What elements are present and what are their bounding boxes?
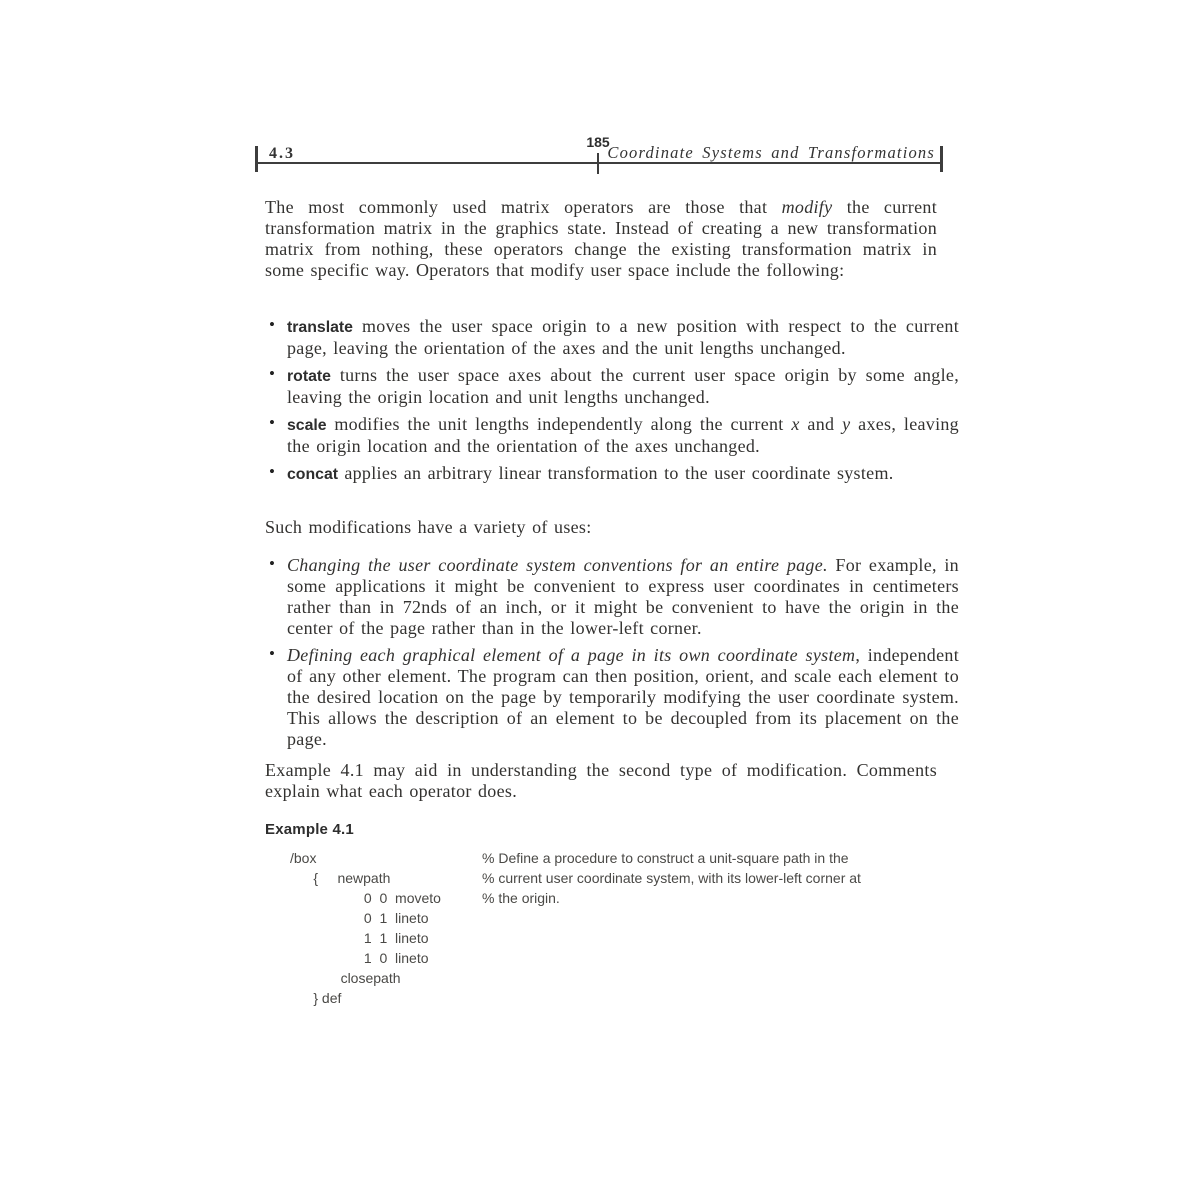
code-line bbox=[290, 848, 962, 868]
bullet-text: Changing the user coordinate system conventions for an entire page. For example, in some applications it might be convenient to express user coordinates in centimeters rather than in 72nds of an inch, or it might be convenient to have the origin in the center of the page rather than in the lower-left corner. bbox=[287, 555, 959, 638]
bullet-marker: • bbox=[269, 315, 276, 334]
header-tick-right bbox=[940, 146, 943, 172]
page-number: 185 bbox=[586, 134, 610, 150]
bullet-text: Defining each graphical element of a page in its own coordinate system, independent of any other element. The program can then position, orient, and scale each element to the desired location on the page by temporarily modifying the user coordinate system. This allows the description of an element to be decoupled from its placement on the page. bbox=[287, 645, 959, 749]
bullet-marker: • bbox=[269, 644, 276, 663]
code-comment: % current user coordinate system, with its lower-left corner at bbox=[482, 870, 861, 886]
example-heading: Example 4.1 bbox=[265, 821, 354, 838]
header-tick-left bbox=[255, 146, 258, 172]
code-text: /box bbox=[290, 850, 317, 866]
intro-paragraph: The most commonly used matrix operators are those that modify the current transformation matrix in the graphics state. Instead of creating a new transformation matrix from nothing, these operators change the existing transformation matrix in some specific way. Operators that modify user space include the following: bbox=[265, 197, 937, 280]
uses-intro-paragraph: Such modifications have a variety of uses: bbox=[265, 517, 592, 537]
bullet-item-translate bbox=[265, 316, 959, 359]
code-line bbox=[290, 888, 962, 908]
bullet-text: concat applies an arbitrary linear transformation to the user coordinate system. bbox=[287, 463, 894, 483]
bullet-marker: • bbox=[269, 554, 276, 573]
code-line bbox=[290, 868, 962, 888]
bullet-item-concat bbox=[265, 463, 959, 485]
bullet-text: translate moves the user space origin to a new position with respect to the current page, leaving the orientation of the axes and the unit lengths unchanged. bbox=[287, 316, 959, 358]
code-text: 0 1 lineto bbox=[290, 910, 429, 926]
code-comment: % Define a procedure to construct a unit-square path in the bbox=[482, 850, 849, 866]
bullet-marker: • bbox=[269, 413, 276, 432]
code-comment: % the origin. bbox=[482, 890, 560, 906]
header-tick-center bbox=[597, 153, 599, 174]
bullet-item-scale bbox=[265, 414, 959, 457]
section-number: 4.3 bbox=[269, 145, 295, 162]
code-text: closepath bbox=[290, 970, 401, 986]
code-text: 0 0 moveto bbox=[290, 890, 441, 906]
code-line bbox=[290, 968, 962, 988]
bullet-marker: • bbox=[269, 462, 276, 481]
code-line bbox=[290, 988, 962, 1008]
bullet-text: scale modifies the unit lengths independently along the current x and y axes, leaving the origin location and the orientation of the axes unchanged. bbox=[287, 414, 959, 456]
bullet-text: rotate turns the user space axes about the current user space origin by some angle, leaving the origin location and unit lengths unchanged. bbox=[287, 365, 959, 407]
code-text: { newpath bbox=[290, 870, 391, 886]
code-text: 1 1 lineto bbox=[290, 930, 429, 946]
code-line bbox=[290, 908, 962, 928]
code-listing bbox=[265, 848, 962, 1008]
code-line bbox=[290, 928, 962, 948]
example-intro-paragraph: Example 4.1 may aid in understanding the second type of modification. Comments explain what each operator does. bbox=[265, 760, 937, 801]
code-line bbox=[290, 948, 962, 968]
bullet-item-rotate bbox=[265, 365, 959, 408]
header-rule bbox=[255, 162, 943, 164]
code-text: 1 0 lineto bbox=[290, 950, 429, 966]
chapter-title: Coordinate Systems and Transformations bbox=[607, 143, 935, 162]
code-text: } def bbox=[290, 990, 342, 1006]
bullet-item-conventions bbox=[265, 555, 959, 639]
bullet-item-defining-elements bbox=[265, 645, 959, 750]
bullet-marker: • bbox=[269, 364, 276, 383]
